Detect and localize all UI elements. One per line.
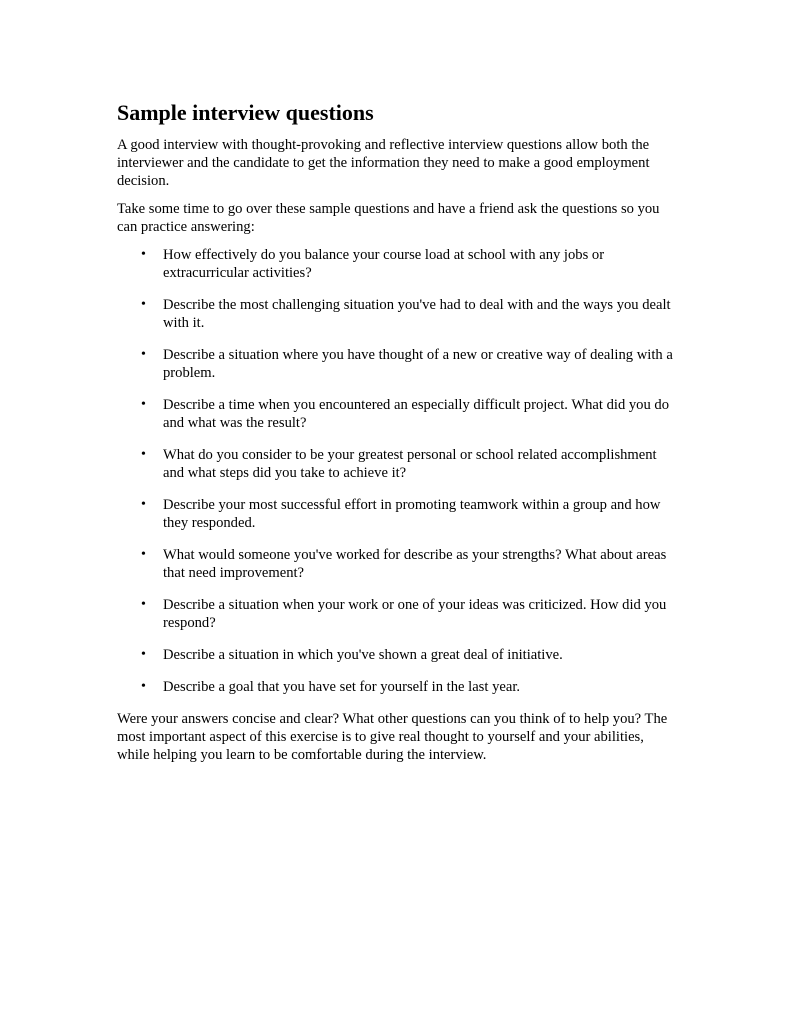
question-text: Describe a situation where you have thought of a new or creative way of dealing with a problem.: [163, 347, 673, 381]
list-item: [117, 346, 677, 382]
bullet-icon: •: [141, 447, 146, 462]
list-item: [117, 678, 677, 696]
question-text: Describe a goal that you have set for yourself in the last year.: [163, 679, 521, 695]
list-item: [117, 646, 677, 664]
question-list: [117, 246, 677, 696]
list-item: [117, 496, 677, 532]
list-item: [117, 446, 677, 482]
question-text: Describe a situation in which you've shown a great deal of initiative.: [163, 647, 563, 663]
list-item: [117, 396, 677, 432]
page-title: Sample interview questions: [117, 100, 374, 125]
question-text: Describe a situation when your work or one of your ideas was criticized. How did you respond?: [163, 597, 667, 631]
list-item: [117, 296, 677, 332]
question-text: How effectively do you balance your course load at school with any jobs or extracurricular activities?: [163, 247, 605, 281]
question-text: Describe a time when you encountered an especially difficult project. What did you do and what was the result?: [163, 397, 670, 431]
bullet-icon: •: [141, 347, 146, 362]
question-text: Describe the most challenging situation you've had to deal with and the ways you dealt with it.: [163, 297, 671, 331]
bullet-icon: •: [141, 547, 146, 562]
intro-paragraph: A good interview with thought-provoking and reflective interview questions allow both the interviewer and the candidate to get the information they need to make a good employment decision.: [117, 137, 650, 189]
bullet-icon: •: [141, 497, 146, 512]
list-item: [117, 596, 677, 632]
bullet-icon: •: [141, 679, 146, 694]
question-text: What would someone you've worked for describe as your strengths? What about areas that need improvement?: [163, 547, 667, 581]
bullet-icon: •: [141, 397, 146, 412]
bullet-icon: •: [141, 247, 146, 262]
instructions-paragraph: Take some time to go over these sample questions and have a friend ask the questions so you can practice answering:: [117, 201, 660, 235]
bullet-icon: •: [141, 297, 146, 312]
document-page: [117, 100, 677, 774]
question-text: What do you consider to be your greatest personal or school related accomplishment and what steps did you take to achieve it?: [163, 447, 657, 481]
list-item: [117, 546, 677, 582]
bullet-icon: •: [141, 647, 146, 662]
question-text: Describe your most successful effort in promoting teamwork within a group and how they responded.: [163, 497, 661, 531]
list-item: [117, 246, 677, 282]
bullet-icon: •: [141, 597, 146, 612]
closing-paragraph: Were your answers concise and clear? What other questions can you think of to help you? The most important aspect of this exercise is to give real thought to yourself and your abilities, while helping you learn to be comfortable during the interview.: [117, 711, 668, 763]
